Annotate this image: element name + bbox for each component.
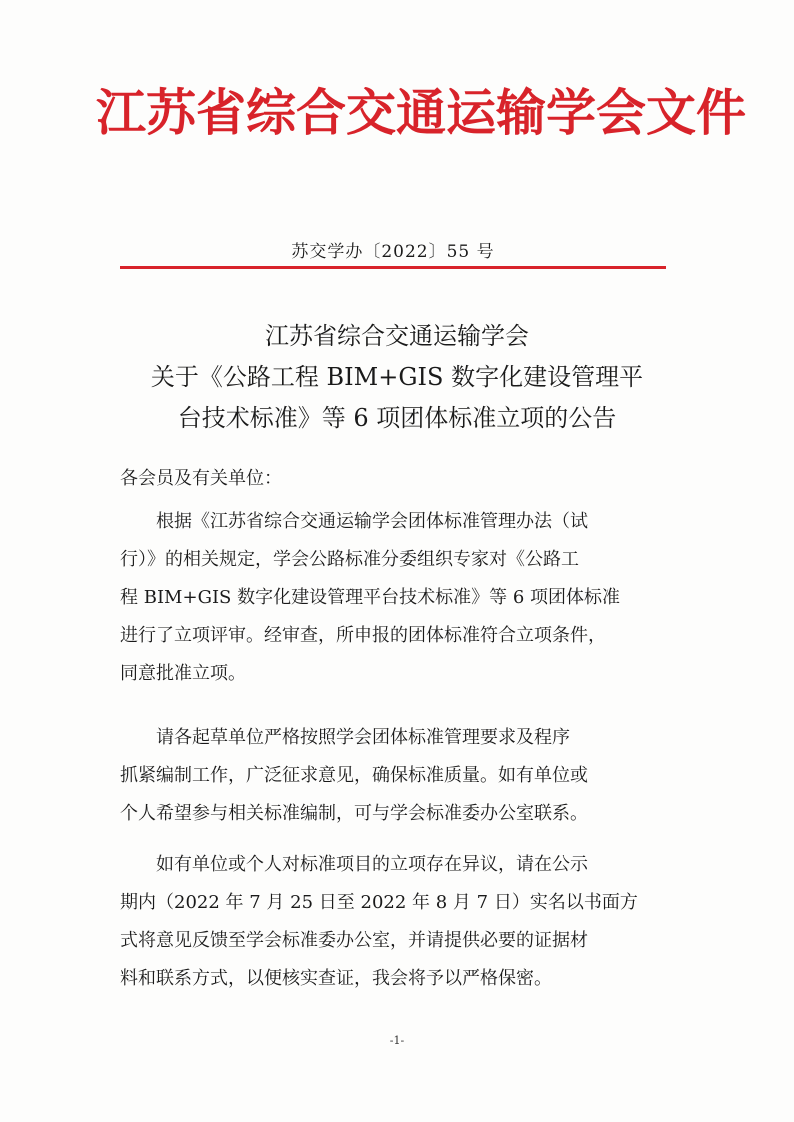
paragraph-line: 行）》的相关规定，学会公路标准分委组织专家对《公路工 [120,549,579,570]
title-line: 江苏省综合交通运输学会 [265,322,529,350]
paragraph-line: 请各起草单位严格按照学会团体标准管理要求及程序 [156,727,570,748]
title-line: 台技术标准》等 6 项团体标准立项的公告 [177,404,617,432]
paragraph-line: 进行了立项评审。经审查，所申报的团体标准符合立项条件， [120,625,606,646]
paragraph-line: 料和联系方式，以便核实查证，我会将予以严格保密。 [120,968,552,989]
document-number: 苏交学办〔2022〕55 号 [291,242,495,262]
paragraph-line: 抓紧编制工作，广泛征求意见，确保标准质量。如有单位或 [120,765,588,786]
paragraph-line: 如有单位或个人对标准项目的立项存在异议，请在公示 [156,854,588,875]
page-number: -1- [389,1034,405,1047]
body-paragraph [120,719,680,833]
paragraph-line: 式将意见反馈至学会标准委办公室，并请提供必要的证据材 [120,930,588,951]
paragraph-line: 个人希望参与相关标准编制，可与学会标准委办公室联系。 [120,803,588,824]
body-paragraph [120,503,680,693]
document-masthead: 江苏省综合交通运输学会文件 [96,83,746,142]
salutation: 各会员及有关单位： [120,468,282,489]
paragraph-line: 期内（2022 年 7 月 25 日至 2022 年 8 月 7 日）实名以书面方 [120,892,638,913]
announcement-title [96,316,698,439]
paragraph-line: 程 BIM+GIS 数字化建设管理平台技术标准》等 6 项团体标准 [120,587,621,608]
red-divider-line [120,266,666,269]
body-paragraph [120,846,680,998]
title-line: 关于《公路工程 BIM+GIS 数字化建设管理平 [150,363,644,391]
paragraph-line: 同意批准立项。 [120,663,246,684]
paragraph-line: 根据《江苏省综合交通运输学会团体标准管理办法（试 [156,511,588,532]
